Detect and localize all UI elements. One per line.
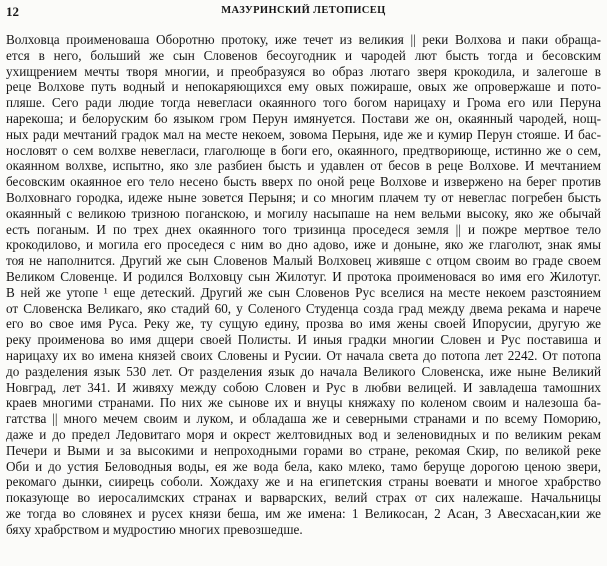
text-line: бесовским окаянное его тело несено бысть вверх по оной реце Волхове и извержено на берег против (6, 174, 601, 190)
text-line: реце Волхове путь водный и непокаряющихся ему овых пожираше, овых же опровержаше и пото- (6, 79, 601, 95)
text-line: тоя не наполнится. Другий же сын Словенов Малый Волховец живяше с отцом своим во граде своем (6, 253, 601, 269)
text-line: даже и до предел Ледовитаго моря и окрест желтовидных вод и зеленовидных и по великим рекам (6, 426, 601, 442)
text-line: гатства || много мечем своим и луком, и обладаша же и северными странами и по всему Поморию, (6, 411, 601, 427)
page-number: 12 (6, 4, 19, 19)
text-line: Волховца проименоваша Оборотню протоку, иже течет из великия || реки Волхова и паки обраща- (6, 32, 601, 47)
running-title: МАЗУРИНСКИЙ ЛЕТОПИСЕЦ (221, 5, 386, 16)
page-header (6, 4, 601, 20)
text-line: есть поганым. И по трех днех окаянного того тризинца проседеся земля || и пожре мертвое тело (6, 221, 601, 237)
text-line: реку проименова во имя дщери своей Полисты. И иныя градки многии Словен и Рус поставиша и (6, 332, 601, 348)
text-line: рекомаго дынки, сиирець соболи. Хождаху же и на египетския страны воевати и многое храбрство (6, 474, 601, 490)
text-line: его во свое имя Руса. Реку же, ту сущую едину, прозва во имя жены своей Ипорусии, другую же (6, 316, 601, 332)
text-line: бяху храбрством и мудростию многих превозшедше. (6, 521, 303, 537)
text-line: до разделения язык 530 лет. От разделения язык до начала Великого Словенска, иже ныне Великий (6, 363, 601, 379)
text-line: же тогда во словянех и русех князи беша, им же имена: 1 Великосан, 2 Асан, 3 Авесхасан,кии же (6, 505, 601, 521)
text-line: крокодилово, и могила его проседеся с ним во дно адово, иже и доныне, яко же глаголют, знак ямы (6, 237, 601, 253)
text-line: нословят о сем волхве невегласи, глаголюще в боги его, окаянного, предтвориюще, истинно же о сем, (6, 142, 601, 158)
text-line: окаянный с великою тризною поганскою, и могилу насыпаше на нем вельми высоку, яко же обычай (6, 205, 601, 221)
text-line: Печери и Выми и за высокими и непроходными горами во стране, рекомая Скир, по великой реке (6, 442, 601, 458)
text-line: В ней же утопе ¹ еще детеский. Другий же сын Словенов Рус вселися на месте некоем разстоянием (6, 284, 601, 300)
text-line: нарекоша; и белоруским бо языком гром Перун имянуется. Постави же он, окаянный чародей, нощ- (6, 110, 601, 126)
text-line: окаянном волхве, испытно, яко зле разбиен бысть и удавлен от бесов в реце Волхове. И мечтанием (6, 158, 601, 174)
text-line: краев многими странами. По них же сынове их и внуцы княжаху по коленом своим и налезоша ба- (6, 395, 601, 411)
text-line: ется в него, больший же сын Словенов бесоугодник и чародей лют бысть тогда и бесовским (6, 47, 601, 63)
text-line: от Словенска Великаго, яко стадий 60, у Соленого Студенца созда град между двема рекама и нарече (6, 300, 601, 316)
text-line: показующе во иеросалимских странах и варварских, велий страх от сих належаше. Начальницы (6, 490, 601, 506)
text-line: пляше. Сего ради людие тогда невегласи окаянного того богом нарицаху и Грома его или Перуна (6, 95, 601, 111)
text-line: Оби и до устия Беловодныя воды, ея же вода бела, како млеко, тамо беруще дорогою ценою звери, (6, 458, 601, 474)
text-line: ных ради мечтаний градок мал на месте некоем, зовома Перыня, иде же и кумир Перун стояше. И бас- (6, 126, 601, 142)
body-text (6, 32, 601, 538)
text-line: Великом Словенце. И родился Волховцу сын Жилотуг. И протока проименовася во имя его Жилотуг. (6, 268, 601, 284)
text-line: Волховнаго городка, идеже ныне зовется Перыня; и со многим плачем ту от невеглас погребен бысть (6, 189, 601, 205)
text-line: нарицаху их во имена князей своих Словены и Русии. От начала света до потопа лет 2242. От потопа (6, 347, 601, 363)
text-line: Новград, лет 341. И живяху между собою Словен и Рус в любви велицей. И завладеша тамошних (6, 379, 601, 395)
text-line: ухищрением мечты творя многии, и преобразуяся во образ лютаго зверя крокодила, и залегоше в (6, 63, 601, 79)
